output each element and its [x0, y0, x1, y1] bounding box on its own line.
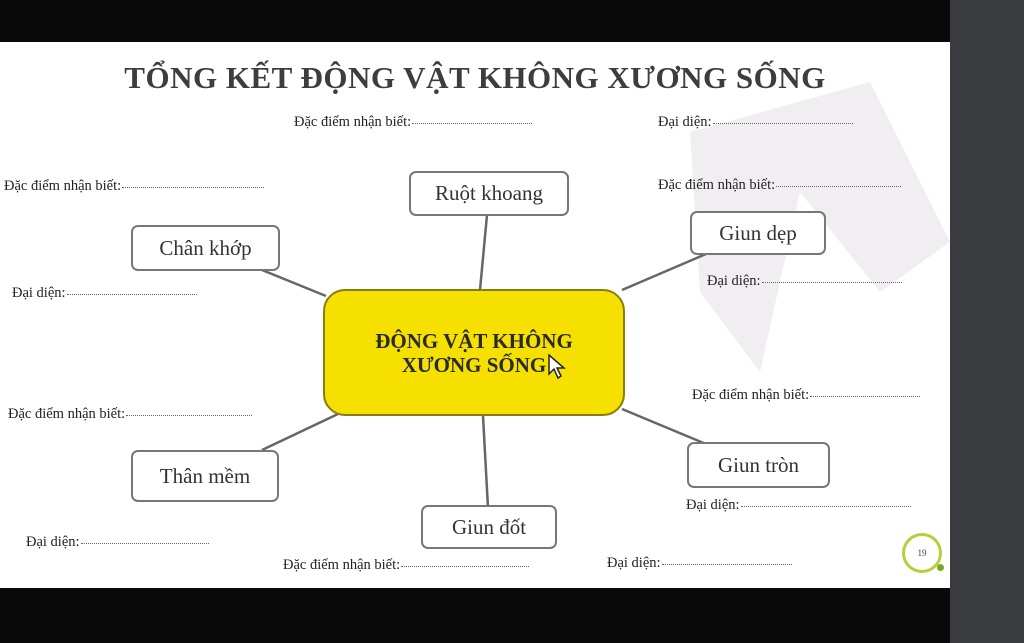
- note-giun-tron-dai-dien: Đại diện:: [686, 497, 911, 514]
- node-giun-tron: Giun tròn: [687, 442, 830, 488]
- node-than-mem: Thân mềm: [131, 450, 279, 502]
- note-giun-tron-dac-diem: Đặc điểm nhận biết:: [692, 387, 920, 404]
- note-ruot-khoang-dac-diem: Đặc điểm nhận biết:: [294, 114, 532, 131]
- center-label-line1: ĐỘNG VẬT KHÔNG: [375, 328, 573, 353]
- note-than-mem-dai-dien: Đại diện:: [26, 534, 209, 551]
- center-node: [323, 289, 625, 416]
- node-ruot-khoang: Ruột khoang: [409, 171, 569, 216]
- badge-dot: [937, 564, 944, 571]
- note-giun-dep-dac-diem: Đặc điểm nhận biết:: [658, 177, 901, 194]
- note-ruot-khoang-dai-dien: Đại diện:: [658, 114, 853, 131]
- note-chan-khop-dai-dien: Đại diện:: [12, 285, 197, 302]
- top-letterbox: [0, 0, 950, 42]
- bottom-letterbox: [0, 588, 950, 643]
- center-label-line2: XƯƠNG SỐNG: [401, 352, 547, 377]
- node-giun-dep: Giun dẹp: [690, 211, 826, 255]
- note-giun-dot-dai-dien: Đại diện:: [607, 555, 792, 572]
- mouse-cursor-icon: [548, 354, 566, 380]
- note-chan-khop-dac-diem: Đặc điểm nhận biết:: [4, 178, 264, 195]
- node-chan-khop: Chân khớp: [131, 225, 280, 271]
- note-giun-dot-dac-diem: Đặc điểm nhận biết:: [283, 557, 529, 574]
- side-panel: [950, 0, 1024, 643]
- node-giun-dot: Giun đốt: [421, 505, 557, 549]
- presentation-slide: [0, 42, 950, 588]
- note-than-mem-dac-diem: Đặc điểm nhận biết:: [8, 406, 252, 423]
- page-number-badge: 19: [902, 533, 942, 573]
- slide-title: TỔNG KẾT ĐỘNG VẬT KHÔNG XƯƠNG SỐNG: [124, 60, 826, 95]
- note-giun-dep-dai-dien: Đại diện:: [707, 273, 902, 290]
